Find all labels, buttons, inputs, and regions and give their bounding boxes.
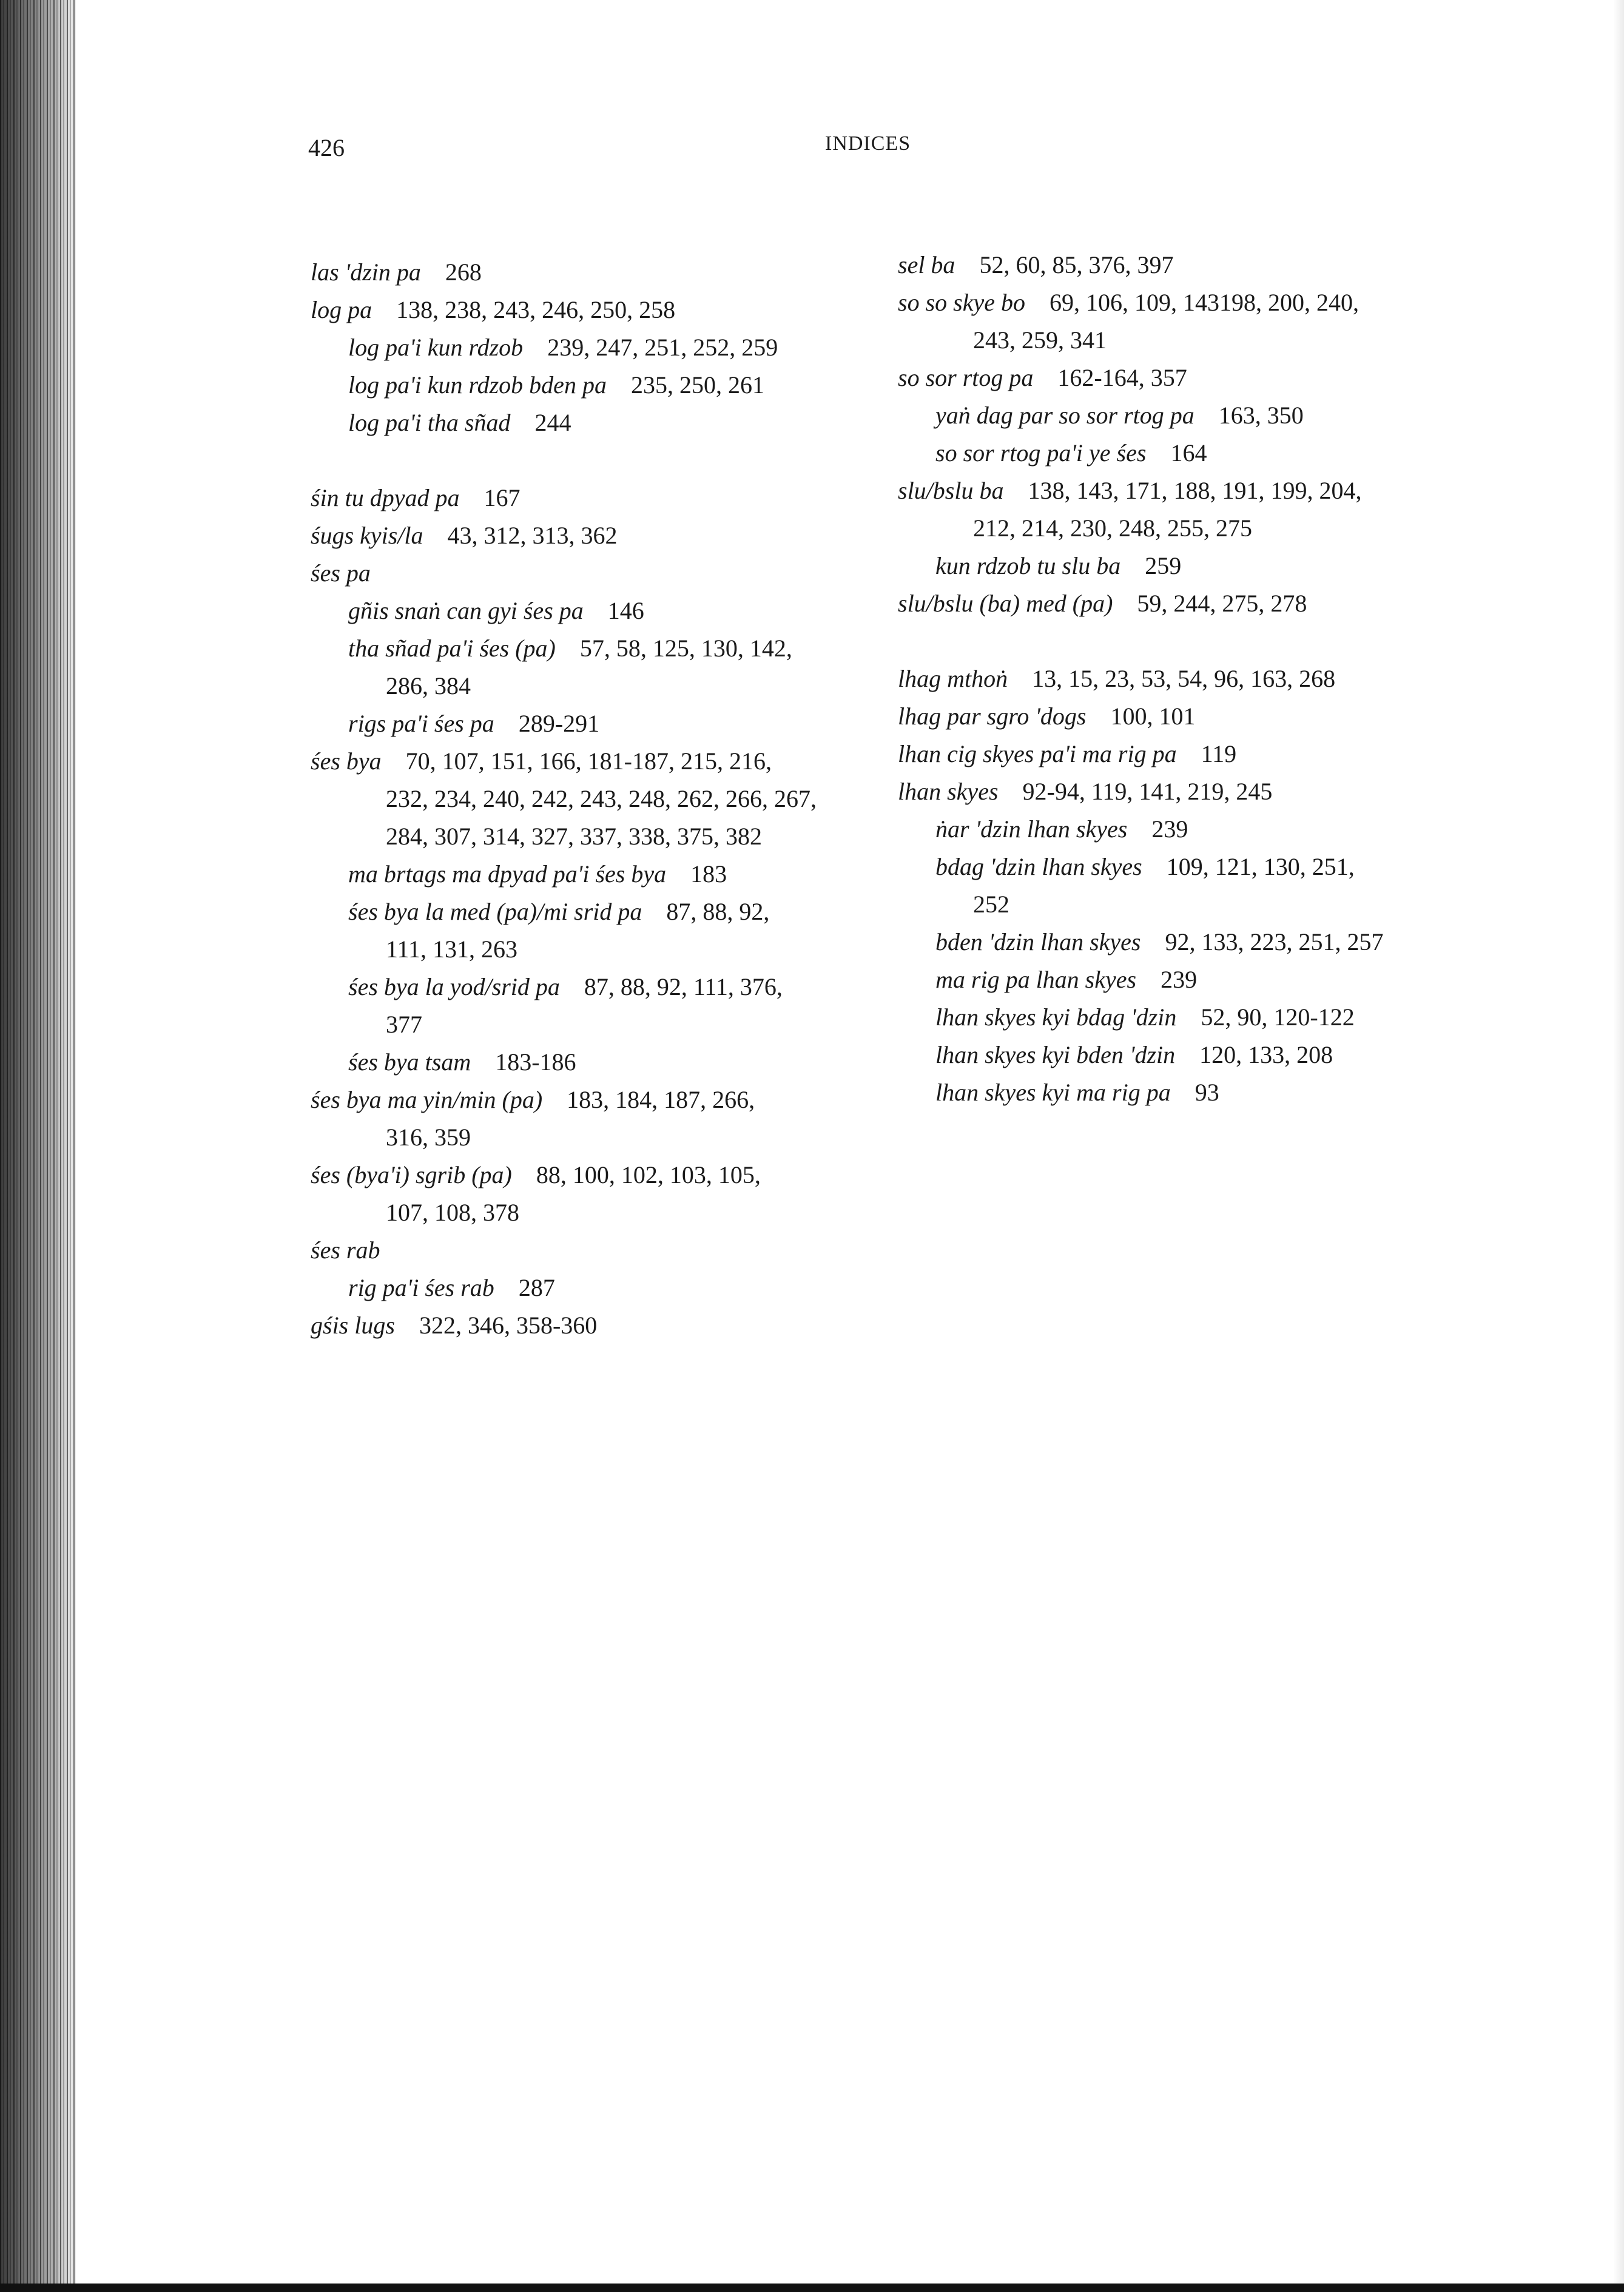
index-term: śes bya tsam xyxy=(348,1048,471,1076)
index-term: gñis snaṅ can gyi śes pa xyxy=(348,597,584,624)
index-term: śes bya la med (pa)/mi srid pa xyxy=(348,898,642,925)
index-entry xyxy=(311,366,881,404)
index-term: sel ba xyxy=(898,251,955,278)
index-entry xyxy=(311,404,881,442)
index-entry xyxy=(311,1119,881,1156)
index-term: lhan skyes xyxy=(898,778,999,805)
index-term: tha sñad pa'i śes (pa) xyxy=(348,635,556,662)
index-entry xyxy=(898,773,1468,811)
index-term: kun rdzob tu slu ba xyxy=(935,552,1121,579)
index-term: rigs pa'i śes pa xyxy=(348,710,494,737)
page-references: 377 xyxy=(386,1011,422,1038)
index-entry xyxy=(311,1006,881,1043)
entry-group-gap xyxy=(311,442,881,479)
index-entry xyxy=(311,291,881,329)
index-entry xyxy=(311,743,881,780)
page-references: 243, 259, 341 xyxy=(973,326,1107,354)
index-entry xyxy=(898,811,1468,848)
index-column-left xyxy=(311,254,881,1344)
index-entry xyxy=(311,855,881,893)
page-references: 93 xyxy=(1194,1079,1219,1106)
index-entry xyxy=(311,931,881,968)
index-entry xyxy=(898,434,1468,472)
index-term: śes (bya'i) sgrib (pa) xyxy=(311,1161,512,1188)
index-term: śes bya ma yin/min (pa) xyxy=(311,1086,543,1113)
index-term: so sor rtog pa'i ye śes xyxy=(935,439,1147,467)
page-references: 43, 312, 313, 362 xyxy=(447,522,618,549)
index-entry xyxy=(311,254,881,291)
entry-group-gap xyxy=(898,622,1468,660)
index-term: lhag par sgro 'dogs xyxy=(898,703,1087,730)
index-entry xyxy=(898,585,1468,622)
index-term: log pa'i kun rdzob xyxy=(348,334,524,361)
index-entry xyxy=(311,667,881,705)
index-term: śes bya la yod/srid pa xyxy=(348,973,560,1000)
index-entry xyxy=(898,961,1468,999)
page-references: 109, 121, 130, 251, xyxy=(1166,853,1355,880)
index-term: log pa'i kun rdzob bden pa xyxy=(348,371,607,399)
page-references: 13, 15, 23, 53, 54, 96, 163, 268 xyxy=(1032,665,1336,692)
index-entry xyxy=(311,1081,881,1119)
page-references: 52, 90, 120-122 xyxy=(1201,1003,1355,1031)
index-entry xyxy=(898,547,1468,585)
index-entry xyxy=(311,1156,881,1194)
index-term: lhan skyes kyi bdag 'dzin xyxy=(935,1003,1177,1031)
index-term: slu/bslu ba xyxy=(898,477,1004,504)
index-term: lhan skyes kyi ma rig pa xyxy=(935,1079,1171,1106)
index-term: so so skye bo xyxy=(898,289,1025,316)
page-references: 183-186 xyxy=(495,1048,576,1076)
index-term: slu/bslu (ba) med (pa) xyxy=(898,590,1113,617)
index-entry xyxy=(898,510,1468,547)
index-term: ma brtags ma dpyad pa'i śes bya xyxy=(348,860,667,888)
index-entry xyxy=(898,246,1468,284)
page-references: 70, 107, 151, 166, 181-187, 215, 216, xyxy=(405,747,772,775)
index-entry xyxy=(898,848,1468,886)
page-references: 268 xyxy=(445,258,482,286)
index-entry xyxy=(898,397,1468,434)
page-references: 88, 100, 102, 103, 105, xyxy=(536,1161,761,1188)
index-term: so sor rtog pa xyxy=(898,364,1034,391)
page-references: 146 xyxy=(607,597,644,624)
page-references: 239 xyxy=(1151,815,1188,843)
index-entry xyxy=(898,359,1468,397)
page-references: 59, 244, 275, 278 xyxy=(1137,590,1307,617)
index-term: lhan skyes kyi bden 'dzin xyxy=(935,1041,1176,1068)
page-references: 316, 359 xyxy=(386,1124,471,1151)
page-references: 100, 101 xyxy=(1110,703,1196,730)
page-references: 239, 247, 251, 252, 259 xyxy=(547,334,778,361)
page-references: 284, 307, 314, 327, 337, 338, 375, 382 xyxy=(386,823,762,850)
index-term: bdag 'dzin lhan skyes xyxy=(935,853,1142,880)
index-entry xyxy=(311,705,881,743)
index-term: log pa'i tha sñad xyxy=(348,409,511,436)
page-references: 111, 131, 263 xyxy=(386,935,518,963)
index-entry xyxy=(311,1307,881,1344)
page-references: 92-94, 119, 141, 219, 245 xyxy=(1022,778,1273,805)
index-entry xyxy=(311,592,881,630)
page-references: 119 xyxy=(1201,740,1237,767)
index-term: ma rig pa lhan skyes xyxy=(935,966,1137,993)
index-term: las 'dzin pa xyxy=(311,258,421,286)
index-entry xyxy=(898,284,1468,322)
page-references: 163, 350 xyxy=(1218,402,1304,429)
index-entry xyxy=(898,999,1468,1036)
page-references: 212, 214, 230, 248, 255, 275 xyxy=(973,514,1252,542)
index-entry xyxy=(898,923,1468,961)
page-references: 69, 106, 109, 143198, 200, 240, xyxy=(1049,289,1359,316)
page-references: 87, 88, 92, 111, 376, xyxy=(584,973,783,1000)
page-references: 52, 60, 85, 376, 397 xyxy=(979,251,1174,278)
page-references: 164 xyxy=(1170,439,1207,467)
page-references: 167 xyxy=(483,484,521,511)
index-entry xyxy=(898,322,1468,359)
index-term: lhan cig skyes pa'i ma rig pa xyxy=(898,740,1177,767)
index-entry xyxy=(311,630,881,667)
index-entry xyxy=(898,735,1468,773)
index-entry xyxy=(311,893,881,931)
index-entry xyxy=(311,1269,881,1307)
page-references: 107, 108, 378 xyxy=(386,1199,519,1226)
running-head: INDICES xyxy=(825,132,911,155)
page-references: 322, 346, 358-360 xyxy=(419,1312,598,1339)
page-references: 183 xyxy=(690,860,727,888)
page-references: 120, 133, 208 xyxy=(1199,1041,1333,1068)
page-references: 244 xyxy=(534,409,571,436)
index-entry xyxy=(311,1194,881,1232)
index-entry xyxy=(311,780,881,818)
index-term: śes bya xyxy=(311,747,382,775)
index-term: rig pa'i śes rab xyxy=(348,1274,494,1301)
index-entry xyxy=(311,479,881,517)
page-references: 162-164, 357 xyxy=(1057,364,1187,391)
index-entry xyxy=(311,968,881,1006)
index-term: yaṅ dag par so sor rtog pa xyxy=(935,402,1194,429)
index-term: log pa xyxy=(311,296,372,323)
index-term: gśis lugs xyxy=(311,1312,395,1339)
index-entry xyxy=(311,818,881,855)
page-right-edge xyxy=(1613,0,1624,2292)
page-number: 426 xyxy=(308,134,345,161)
page-references: 87, 88, 92, xyxy=(666,898,770,925)
index-entry xyxy=(311,554,881,592)
index-term: śugs kyis/la xyxy=(311,522,423,549)
index-entry xyxy=(311,1232,881,1269)
page-references: 252 xyxy=(973,891,1009,918)
page-references: 235, 250, 261 xyxy=(630,371,764,399)
page-references: 138, 143, 171, 188, 191, 199, 204, xyxy=(1028,477,1362,504)
index-entry xyxy=(311,1043,881,1081)
index-entry xyxy=(898,1074,1468,1111)
index-term: śes rab xyxy=(311,1236,380,1264)
page-references: 239 xyxy=(1161,966,1198,993)
page-references: 289-291 xyxy=(518,710,600,737)
index-entry xyxy=(898,1036,1468,1074)
page-references: 183, 184, 187, 266, xyxy=(567,1086,755,1113)
page-references: 138, 238, 243, 246, 250, 258 xyxy=(396,296,676,323)
page-references: 92, 133, 223, 251, 257 xyxy=(1165,928,1384,956)
index-column-right xyxy=(898,246,1468,1111)
index-entry xyxy=(898,886,1468,923)
index-entry xyxy=(898,698,1468,735)
index-entry xyxy=(898,472,1468,510)
index-entry xyxy=(311,517,881,554)
index-term: śes pa xyxy=(311,559,371,587)
index-term: ṅar 'dzin lhan skyes xyxy=(935,815,1128,843)
page-references: 286, 384 xyxy=(386,672,471,699)
index-entry xyxy=(898,660,1468,698)
page-references: 259 xyxy=(1145,552,1182,579)
page-references: 57, 58, 125, 130, 142, xyxy=(579,635,792,662)
index-term: bden 'dzin lhan skyes xyxy=(935,928,1141,956)
book-binding-edge xyxy=(0,0,76,2292)
page-references: 232, 234, 240, 242, 243, 248, 262, 266, 267, xyxy=(386,785,817,812)
index-term: śin tu dpyad pa xyxy=(311,484,460,511)
index-term: lhag mthoṅ xyxy=(898,665,1008,692)
index-entry xyxy=(311,329,881,366)
page-references: 287 xyxy=(518,1274,555,1301)
scan-bottom-edge xyxy=(0,2284,1624,2292)
